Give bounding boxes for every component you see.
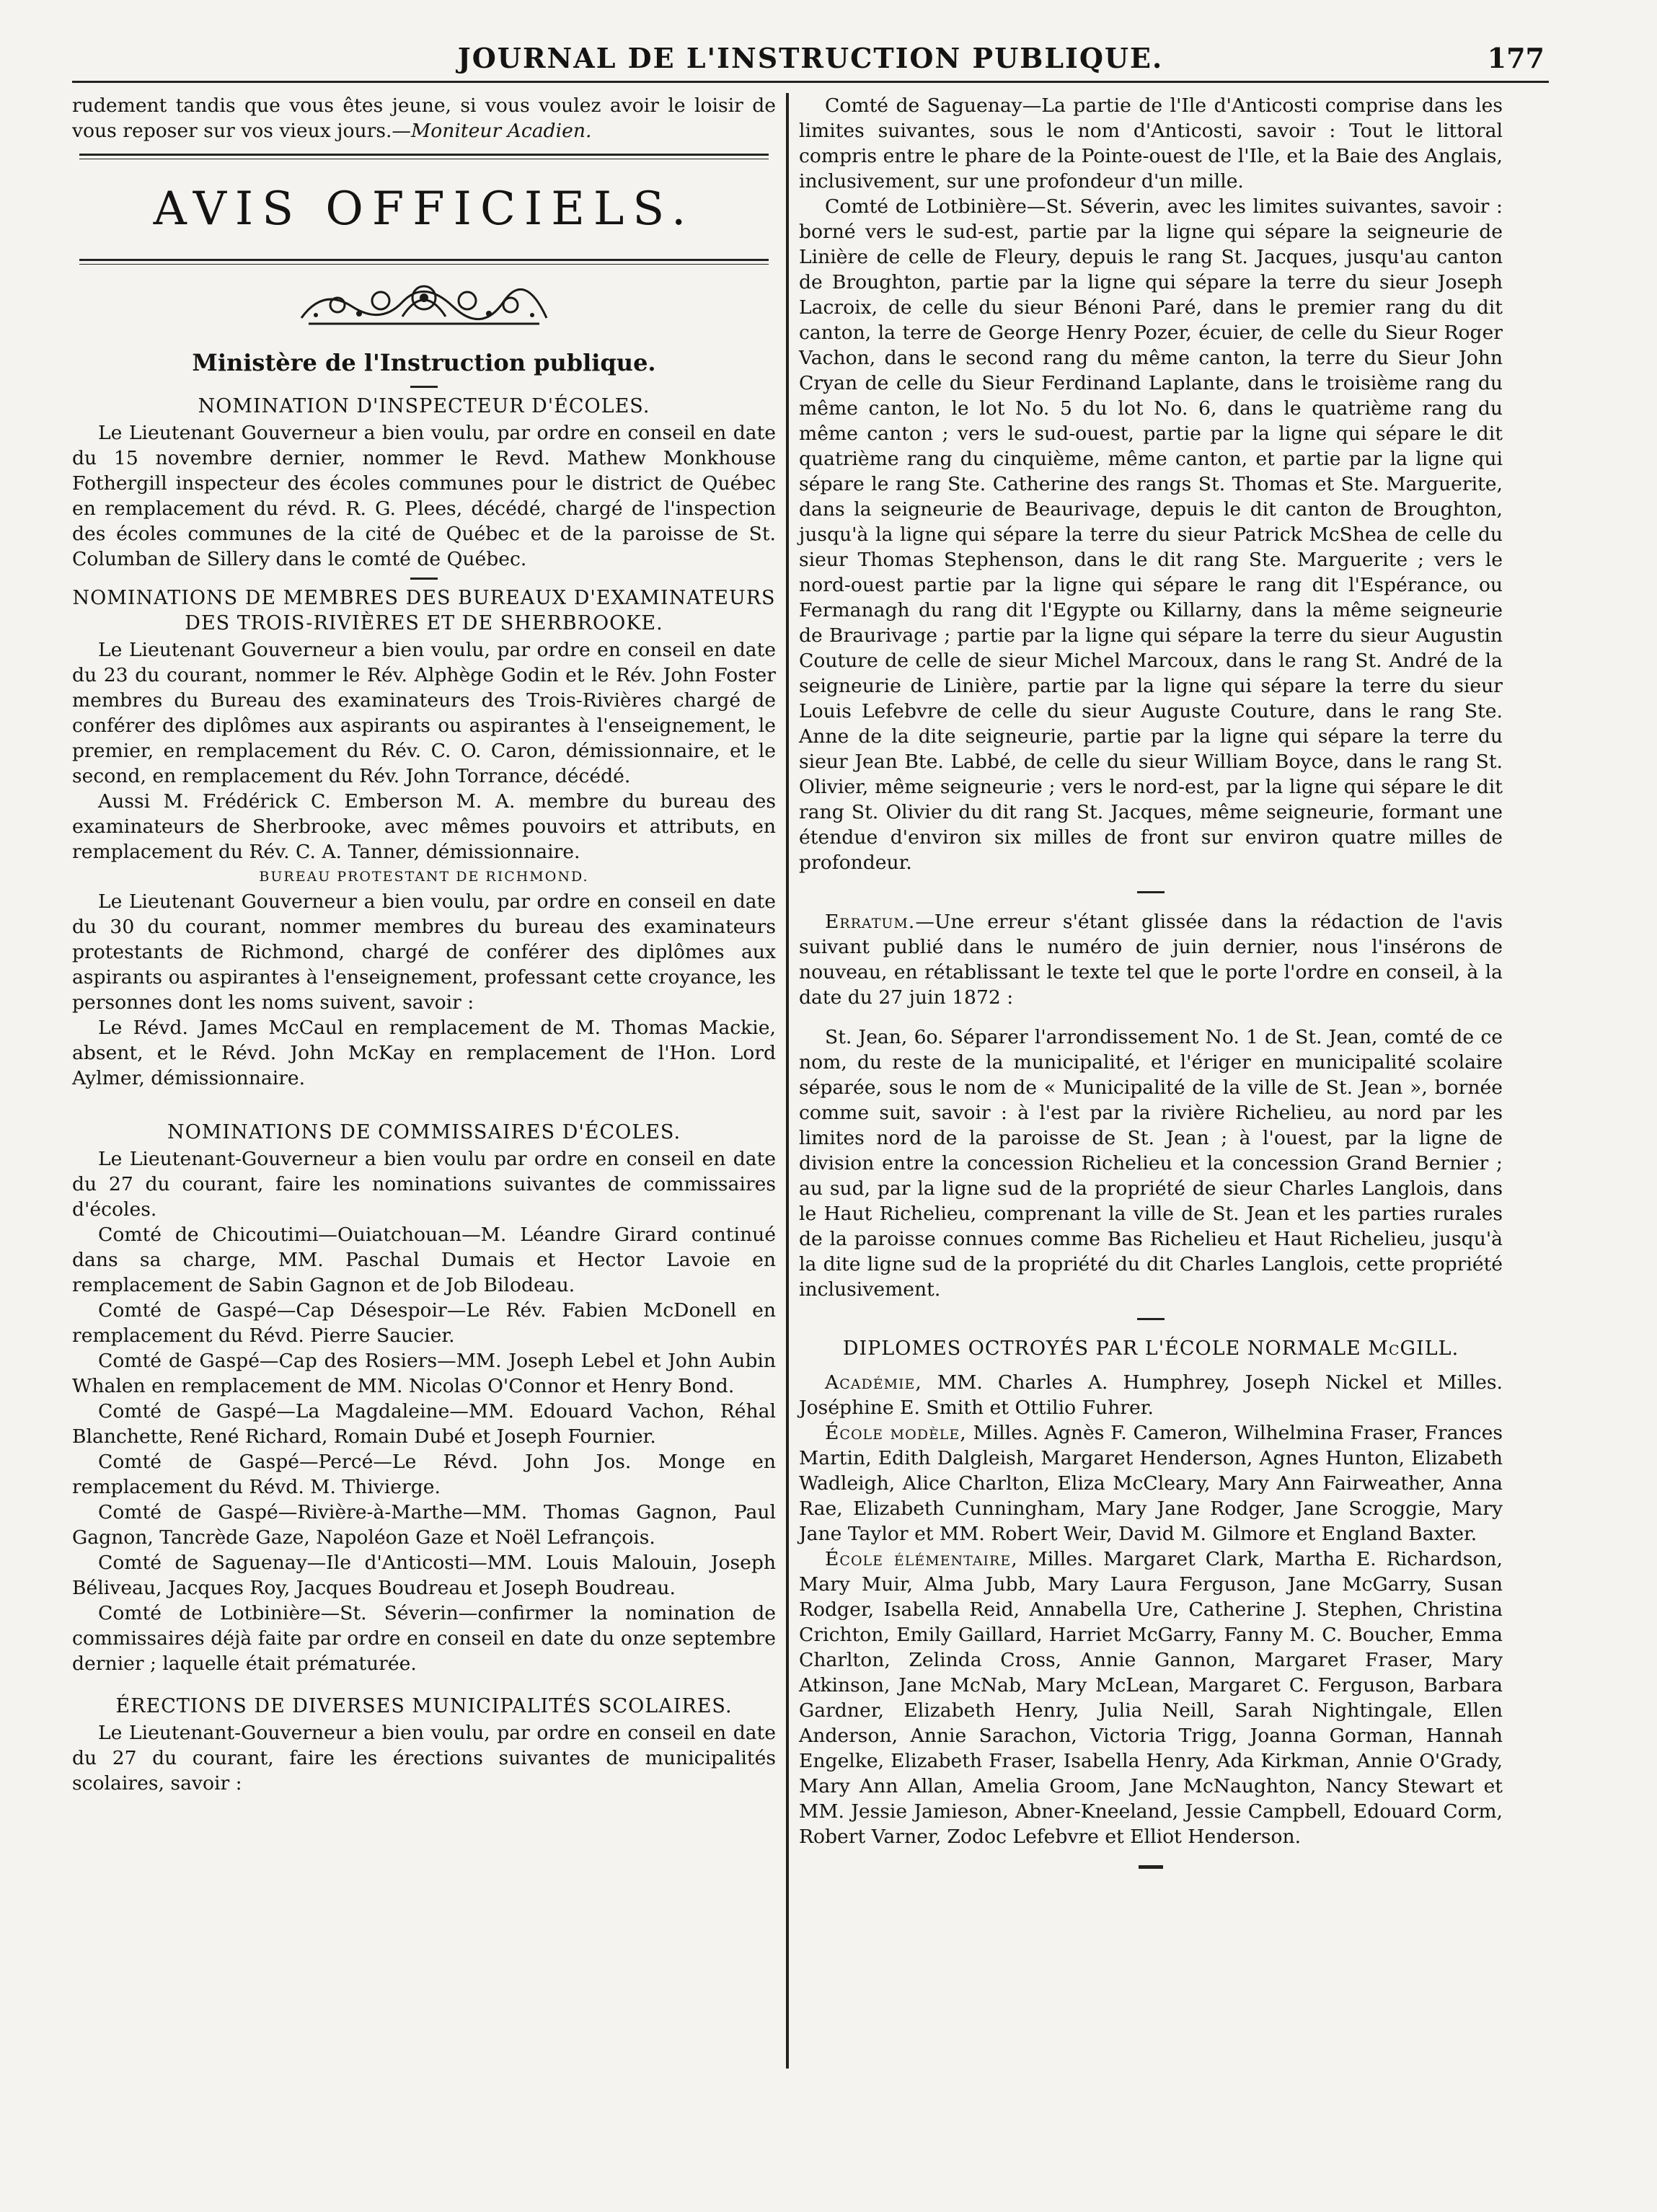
intro-text: rudement tandis que vous êtes jeune, si vous voulez avoir le loisir de vous reposer sur vos vieux jours. — [72, 94, 776, 142]
two-column-body — [72, 93, 1549, 2069]
section-title-commissaires: NOMINATIONS DE COMMISSAIRES D'ÉCOLES. — [167, 1121, 681, 1143]
right-column — [789, 93, 1503, 2069]
avis-officiels-title: AVIS OFFICIELS. — [153, 182, 695, 236]
elementaire-text: Milles. Margaret Clark, Martha E. Richardson, Mary Muir, Alma Jubb, Mary Laura Ferguson, Jane McGarry, Susan Rodger, Isabella Reid, Annabella Ure, Catherine J. Stephen, Christina Crichton, Emily Gaillard, Harriet McGarry, Fanny M. C. Boucher, Emma Charlton, Zelinda Cross, Annie Gannon, Margaret Fraser, Mary Atkinson, Jane McNab, Mary McLean, Margaret C. Ferguson, Barbara Gardner, Elizabeth Henry, Julia Neill, Sarah Nightingale, Ellen Anderson, Annie Sarachon, Victoria Trigg, Joanna Gorman, Hannah Engelke, Elizabeth Fraser, Isabella Henry, Ada Kirkman, Annie O'Grady, Mary Ann Allan, Amelia Groom, Jane McNaughton, Nancy Stewart et MM. Jessie Jamieson, Abner-Kneeland, Jessie Campbell, Edouard Corm, Robert Varner, Zodoc Lefebvre et Elliot Henderson. — [799, 1548, 1503, 1848]
intro-signature: —Moniteur Acadien. — [392, 120, 592, 142]
paragraph: Comté de Gaspé—La Magdaleine—MM. Edouard Vachon, Réhal Blanchette, René Richard, Romain Dubé et Joseph Fournier. — [72, 1400, 776, 1448]
academie-text: MM. Charles A. Humphrey, Joseph Nickel et Milles. Joséphine E. Smith et Ottilio Fuhrer. — [799, 1371, 1503, 1419]
paragraph: Comté de Gaspé—Percé—Le Révd. John Jos. Monge en remplacement du Révd. M. Thivierge. — [72, 1451, 776, 1498]
paragraph: Comté de Gaspé—Cap Désespoir—Le Rév. Fabien McDonell en remplacement du Révd. Pierre Saucier. — [72, 1299, 776, 1347]
ornament-icon — [294, 280, 554, 332]
paragraph: St. Jean, 6o. Séparer l'arrondissement No. 1 de St. Jean, comté de ce nom, du reste de la municipalité, et l'ériger en municipalité scolaire séparée, sous le nom de « Municipalité de la ville de St. Jean », bornée comme suit, savoir : à l'est par la rivière Richelieu, au nord par les limites nord de la paroisse de St. Jean ; à l'ouest, par la ligne de division entre la concession Richelieu et la concession Grand Bernier ; au sud, par la ligne sud de la propriété de sieur Charles Langlois, dans le Haut Richelieu, comprenant la ville de St. Jean et les parties rurales de la paroisse connues comme Bas Richelieu et Haut Richelieu, jusqu'à la dite ligne sud de la propriété du dit Charles Langlois, cette propriété inclusivement. — [799, 1026, 1503, 1301]
elementaire-label: École élémentaire, — [825, 1548, 1018, 1570]
paragraph: Comté de Gaspé—Rivière-à-Marthe—MM. Thomas Gagnon, Paul Gagnon, Tancrède Gaze, Napoléon Gaze et Noël Lefrançois. — [72, 1501, 776, 1549]
section-title-bureaux: NOMINATIONS DE MEMBRES DES BUREAUX D'EXAMINATEURS DES TROIS-RIVIÈRES ET DE SHERBROOKE. — [72, 587, 776, 634]
ministere-heading: Ministère de l'Instruction publique. — [192, 349, 656, 376]
paragraph: Le Lieutenant Gouverneur a bien voulu, par ordre en conseil en date du 23 du courant, nommer le Rév. Alphège Godin et le Rév. John Foster membres du Bureau des examinateurs des Trois-Rivières chargé de conférer des diplômes aux aspirants ou aspirantes à l'enseignement, le premier, en remplacement du Rév. C. O. Caron, démissionnaire, et le second, en remplacement du Rév. John Torrance, décédé. — [72, 639, 776, 787]
page-number: 177 — [1487, 42, 1545, 74]
double-rule — [79, 154, 769, 159]
left-column — [72, 93, 786, 2069]
paragraph: Comté de Lotbinière—St. Séverin, avec les limites suivantes, savoir : borné vers le sud-est, partie par la ligne qui sépare la seigneurie de Linière de celle de Fleury, depuis le rang St. Jacques, jusqu'au canton de Broughton, partie par la ligne qui sépare la terre du sieur Joseph Lacroix, de celle du sieur Bénoni Paré, dans le premier rang du dit canton, la terre de George Henry Pozer, écuier, de celle du Sieur Roger Vachon, dans le second rang du même canton, la terre du Sieur John Cryan de celle du Sieur Ferdinand Laplante, dans le troisième rang du même canton, le lot No. 5 du lot No. 6, dans le quatrième rang du même canton ; vers le sud-ouest, partie par la ligne qui sépare le dit quatrième rang du cinquième, même canton, et partie par la ligne qui sépare le rang Ste. Catherine des rangs St. Thomas et Ste. Marguerite, dans la seigneurie de Beaurivage, depuis le dit canton de Broughton, jusqu'à la ligne qui sépare la terre du sieur Patrick McShea de celle du sieur Thomas Stephenson, dans le dit rang Ste. Marguerite ; vers le nord-ouest partie par la ligne qui sépare le rang dit l'Espérance, ou Fermanagh du rang dit l'Egypte ou Killarny, dans la même seigneurie de Braurivage ; partie par la ligne qui sépare la terre du sieur Augustin Couture de celle de sieur Michel Marcoux, dans le rang St. André de la seigneurie de Linière, partie par la ligne qui sépare la terre du sieur Louis Lefebvre de celle du sieur Auguste Couture, dans le rang Ste. Anne de la dite seigneurie, partie par la ligne qui sépare la terre du sieur Jean Bte. Labbé, de celle du sieur William Boyce, dans le rang St. Olivier, même seigneurie ; vers le nord-est, par la ligne qui sépare le dit rang St. Olivier du dit rang St. Jacques, même seigneurie, formant une étendue d'environ six milles de front sur environ quatre milles de profondeur. — [799, 195, 1503, 874]
paragraph: Comté de Gaspé—Cap des Rosiers—MM. Joseph Lebel et John Aubin Whalen en remplacement de MM. Nicolas O'Connor et Henry Bond. — [72, 1350, 776, 1397]
modele-label: École modèle, — [825, 1422, 967, 1444]
end-mark — [1139, 1865, 1163, 1869]
paragraph: Comté de Lotbinière—St. Séverin—confirmer la nomination de commissaires déjà faite par ordre en conseil en date du onze septembre dernier ; laquelle était prématurée. — [72, 1602, 776, 1675]
short-rule — [410, 386, 438, 388]
paragraph: Le Lieutenant-Gouverneur a bien voulu par ordre en conseil en date du 27 du courant, faire les nominations suivantes de commissaires d'écoles. — [72, 1148, 776, 1221]
paragraph: Le Lieutenant-Gouverneur a bien voulu, par ordre en conseil en date du 27 du courant, faire les érections suivantes de municipalités scolaires, savoir : — [72, 1722, 776, 1795]
academie-label: Académie, — [825, 1371, 922, 1394]
journal-title: JOURNAL DE L'INSTRUCTION PUBLIQUE. — [457, 42, 1164, 74]
erratum-label: Erratum. — [825, 911, 916, 933]
paragraph: Le Lieutenant Gouverneur a bien voulu, par ordre en conseil en date du 15 novembre dernier, nommer le Revd. Mathew Monkhouse Fothergill inspecteur des écoles communes pour le district de Québec en remplacement du révd. R. G. Plees, décédé, chargé de l'inspection des écoles communes de la cité de Québec et de la paroisse de St. Columban de Sillery dans le comté de Québec. — [72, 422, 776, 570]
paragraph: Comté de Saguenay—La partie de l'Ile d'Anticosti comprise dans les limites suivantes, sous le nom d'Anticosti, savoir : Tout le littoral compris entre le phare de la Pointe-ouest de l'Ile, et la Baie des Anglais, inclusivement, sur une profondeur d'un mille. — [799, 94, 1503, 193]
academie-paragraph — [799, 1370, 1503, 1420]
erratum-text: —Une erreur s'étant glissée dans la rédaction de l'avis suivant publié dans le numéro de juin dernier, nous l'insérons de nouveau, en rétablissant le texte tel que le porte l'ordre en conseil, à la date du 27 juin 1872 : — [799, 911, 1503, 1009]
subheading-richmond: BUREAU PROTESTANT DE RICHMOND. — [259, 869, 589, 885]
paragraph: Aussi M. Frédérick C. Emberson M. A. membre du bureau des examinateurs de Sherbrooke, avec mêmes pouvoirs et attributs, en remplacement du Rév. C. A. Tanner, démissionnaire. — [72, 790, 776, 863]
paragraph: Le Lieutenant Gouverneur a bien voulu, par ordre en conseil en date du 30 du courant, nommer membres du bureau des examinateurs protestants de Richmond, chargé de conférer des diplômes aux aspirants ou aspirantes à l'enseignement, professant cette croyance, les personnes dont les noms suivent, savoir : — [72, 890, 776, 1014]
running-header — [72, 36, 1549, 83]
modele-text: Milles. Agnès F. Cameron, Wilhelmina Fraser, Frances Martin, Edith Dalgleish, Margaret Henderson, Agnes Hunton, Elizabeth Wadleigh, Alice Charlton, Eliza McCleary, Mary Ann Fairweather, Anna Rae, Elizabeth Cunningham, Mary Jane Rodger, Jane Scroggie, Mary Jane Taylor et MM. Robert Weir, David M. Gilmore et England Baxter. — [799, 1422, 1503, 1545]
section-title-diplomes: DIPLOMES OCTROYÉS PAR L'ÉCOLE NORMALE McGILL. — [842, 1337, 1459, 1360]
section-title-erections: ÉRECTIONS DE DIVERSES MUNICIPALITÉS SCOLAIRES. — [115, 1695, 733, 1717]
paragraph: Comté de Saguenay—Ile d'Anticosti—MM. Louis Malouin, Joseph Béliveau, Jacques Roy, Jacques Boudreau et Joseph Boudreau. — [72, 1552, 776, 1599]
short-rule — [1137, 891, 1165, 893]
paragraph: Comté de Chicoutimi—Ouiatchouan—M. Léandre Girard continué dans sa charge, MM. Paschal Dumais et Hector Lavoie en remplacement de Sabin Gagnon et de Job Bilodeau. — [72, 1224, 776, 1296]
short-rule — [410, 578, 438, 580]
paragraph: Le Révd. James McCaul en remplacement de M. Thomas Mackie, absent, et le Révd. John McKay en remplacement de l'Hon. Lord Aylmer, démissionnaire. — [72, 1017, 776, 1089]
intro-paragraph — [72, 93, 776, 143]
section-title-inspecteur: NOMINATION D'INSPECTEUR D'ÉCOLES. — [198, 395, 650, 417]
short-rule — [1137, 1318, 1165, 1320]
modele-paragraph — [799, 1420, 1503, 1547]
elementaire-paragraph — [799, 1547, 1503, 1849]
double-rule — [79, 259, 769, 265]
erratum-paragraph — [799, 909, 1503, 1010]
